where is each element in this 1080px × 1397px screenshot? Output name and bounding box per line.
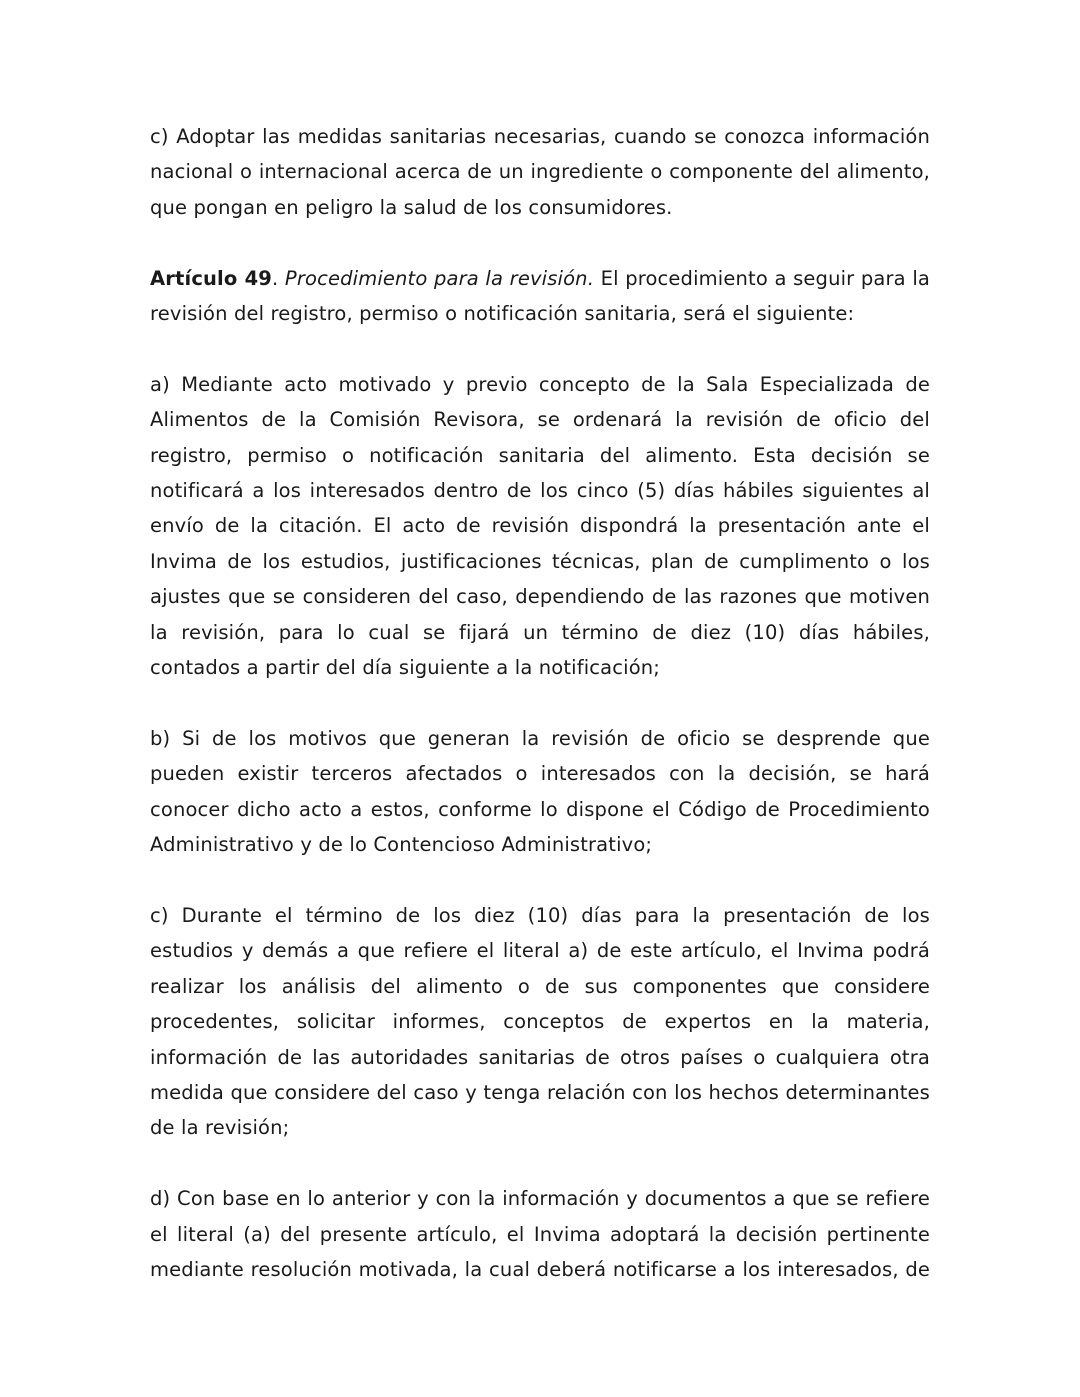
paragraph-item-c: c) Durante el término de los diez (10) días para la presentación de los estudios y demás a que refiere el literal a) de este artículo, el Invima podrá realizar los análisis del alimento o de sus componentes que considere procedentes, solicitar informes, conceptos de expertos en la materia, información de las autoridades sanitarias de otros países o cualquiera otra medida que considere del caso y tenga relación con los hechos determinantes de la revisión;	[150, 903, 930, 1140]
paragraph-item-a: a) Mediante acto motivado y previo concepto de la Sala Especializada de Alimentos de la Comisión Revisora, se ordenará la revisión de oficio del registro, permiso o notificación sanitaria del alimento. Esta decisión se notificará a los interesados dentro de los cinco (5) días hábiles siguientes al envío de la citación. El acto de revisión dispondrá la presentación ante el Invima de los estudios, justificaciones técnicas, plan de cumplimento o los ajustes que se consideren del caso, dependiendo de las razones que motiven la revisión, para lo cual se fijará un término de diez (10) días hábiles, contados a partir del día siguiente a la notificación;	[150, 372, 930, 680]
paragraph-item-b: b) Si de los motivos que generan la revisión de oficio se desprende que pueden existir terceros afectados o interesados con la decisión, se hará conocer dicho acto a estos, conforme lo dispone el Código de Procedimiento Administrativo y de lo Contencioso Administrativo;	[150, 726, 930, 857]
article-number: Artículo 49	[150, 266, 273, 290]
article-separator: .	[272, 266, 285, 290]
article-title: Procedimiento para la revisión.	[284, 266, 595, 290]
paragraph-item-c-measures: c) Adoptar las medidas sanitarias necesarias, cuando se conozca información nacional o internacional acerca de un ingrediente o componente del alimento, que pongan en peligro la salud de los consumidores.	[150, 125, 930, 219]
article-intro-text: El procedimiento a seguir para la revisión del registro, permiso o notificación sanitaria, será el siguiente:	[150, 266, 930, 326]
document-page	[150, 119, 930, 1323]
paragraph-item-d: d) Con base en lo anterior y con la información y documentos a que se refiere el literal (a) del presente artículo, el Invima adoptará la decisión pertinente mediante resolución motivada, la cual deberá notificarse a los interesados, de	[150, 1187, 930, 1281]
article-49-paragraph	[150, 261, 930, 332]
